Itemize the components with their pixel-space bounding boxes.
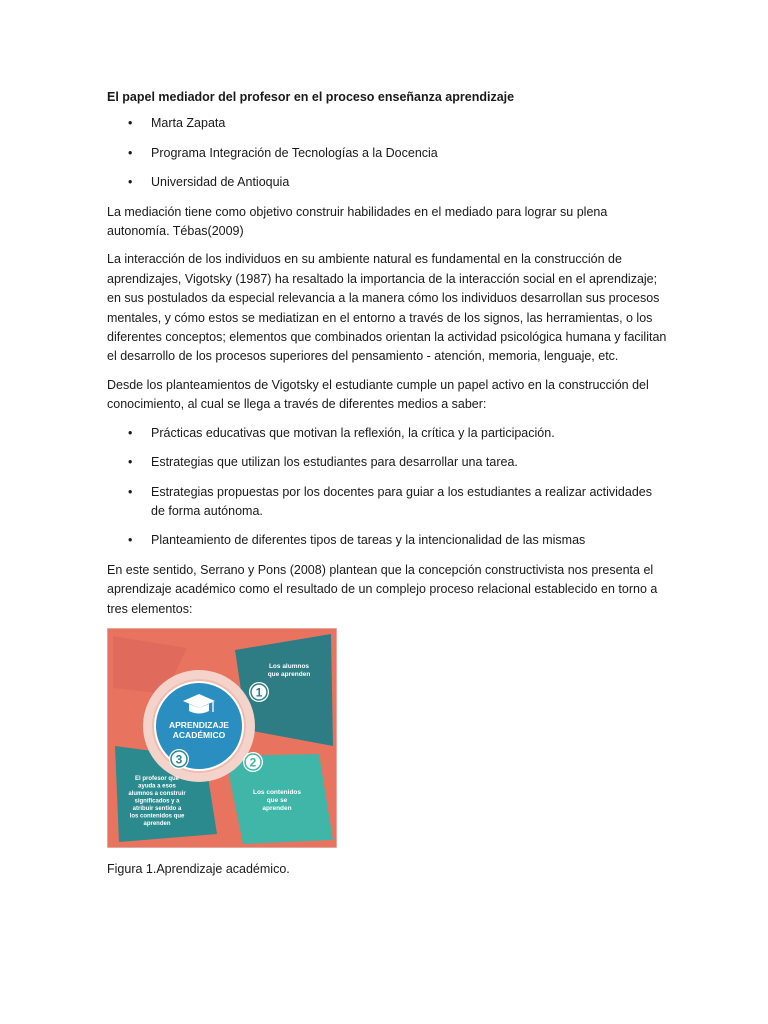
means-item-estrategias-estudiantes: • Estrategias que utilizan los estudiantes para desarrollar una tarea.	[107, 453, 667, 472]
author-university: • Universidad de Antioquia	[107, 173, 667, 192]
item3-line7: aprenden	[143, 820, 171, 827]
item3-line1: El profesor que	[134, 775, 180, 782]
means-list	[107, 424, 667, 551]
paragraph-interaction: La interacción de los individuos en su ambiente natural es fundamental en la construcción de aprendizajes, Vigotsky (1987) ha resaltado la importancia de la interacción social en el aprendizaje; en sus postulados da especial relevancia a la manera cómo los individuos desarrollan sus procesos mentales, y cómo estos se mediatizan en el entorno a través de los signos, las herramientas, o los diferentes conceptos; elementos que combinados orientan la actividad psicológica humana y facilitan el desarrollo de los procesos superiores del pensamiento - atención, memoria, lenguaje, etc.	[107, 252, 667, 364]
item1-line2: que aprenden	[267, 670, 311, 678]
author-name: • Marta Zapata	[107, 114, 667, 133]
item2-line1: Los contenidos	[252, 788, 302, 796]
author-list	[107, 114, 667, 192]
academic-learning-figure	[107, 628, 337, 848]
item3-line4: significados y a	[134, 798, 180, 805]
badge-2	[243, 752, 263, 772]
item3-line5: atribuir sentido a	[132, 805, 182, 812]
document-page	[107, 88, 667, 879]
academic-learning-diagram	[107, 628, 337, 848]
paragraph-mediation: La mediación tiene como objetivo construir habilidades en el mediado para lograr su plena autonomía. Tébas(2009)	[107, 204, 608, 239]
means-item-practicas: • Prácticas educativas que motivan la reflexión, la crítica y la participación.	[107, 424, 667, 443]
item1-line1: Los alumnos	[268, 662, 310, 670]
center-label-line1: APRENDIZAJE	[169, 719, 229, 730]
item3-line6: los contenidos que	[129, 813, 185, 820]
means-item-estrategias-docentes: • Estrategias propuestas por los docentes para guiar a los estudiantes a realizar actividades de forma autónoma.	[107, 483, 667, 522]
center-label-line2: ACADÉMICO	[172, 729, 226, 740]
item2-line2: que se	[266, 796, 288, 804]
item3-line3: alumnos a construir	[128, 790, 186, 797]
badge-1-number: 1	[255, 685, 263, 700]
figure-caption: Figura 1.Aprendizaje académico.	[107, 861, 290, 876]
badge-3-number: 3	[175, 752, 183, 767]
badge-2-number: 2	[249, 755, 257, 770]
badge-1	[249, 682, 269, 702]
document-title: El papel mediador del profesor en el proceso enseñanza aprendizaje	[107, 90, 515, 104]
paragraph-vigotsky: Desde los planteamientos de Vigotsky el estudiante cumple un papel activo en la construcción del conocimiento, al cual se llega a través de diferentes medios a saber:	[107, 377, 649, 412]
badge-3	[169, 749, 189, 769]
item3-line2: ayuda a esos	[138, 783, 176, 790]
author-program: • Programa Integración de Tecnologías a la Docencia	[107, 144, 667, 163]
means-item-planteamiento: • Planteamiento de diferentes tipos de tareas y la intencionalidad de las mismas	[107, 531, 667, 550]
paragraph-serrano-pons: En este sentido, Serrano y Pons (2008) plantean que la concepción constructivista nos presenta el aprendizaje académico como el resultado de un complejo proceso relacional establecido en torno a tres elementos:	[107, 562, 658, 616]
item2-line3: aprenden	[262, 804, 292, 812]
